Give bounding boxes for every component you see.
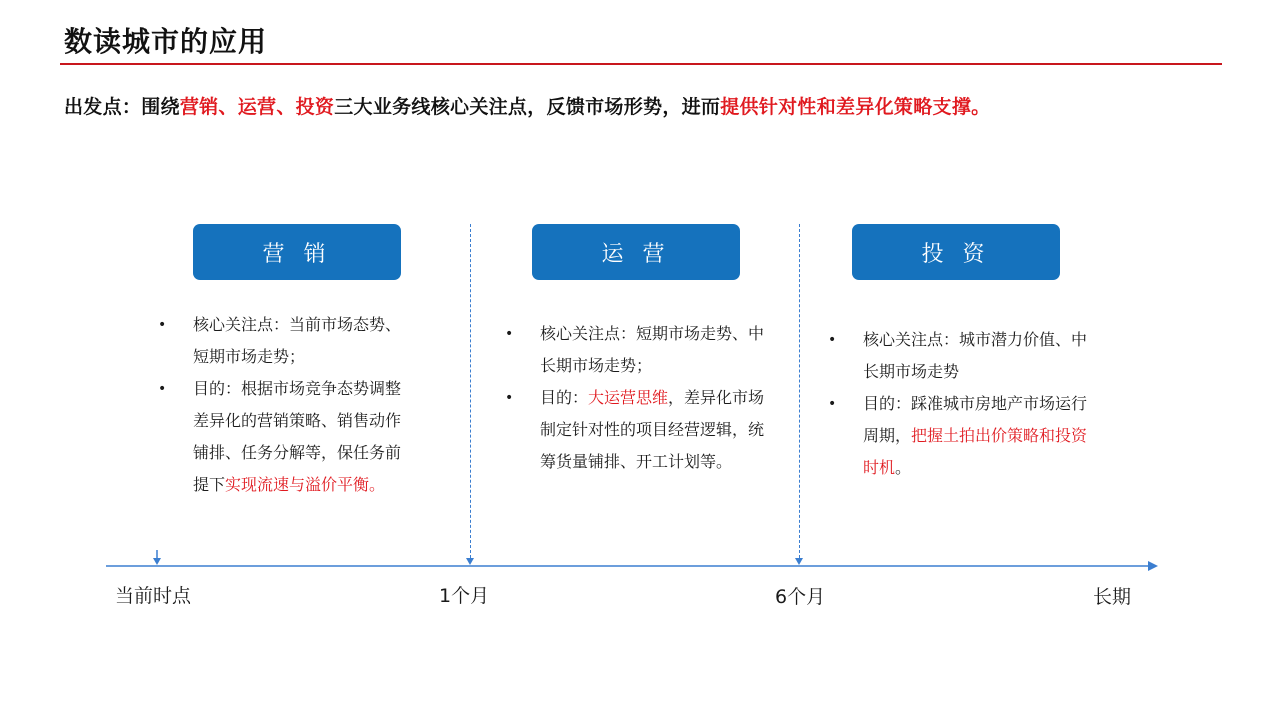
timeline-label-1-month: 1个月 — [439, 585, 490, 607]
operations-purpose-prefix: 目的： — [540, 388, 589, 407]
marketing-purpose-highlight: 实现流速与溢价平衡。 — [225, 475, 386, 494]
subtitle-goal: 提供针对性和差异化策略支撑。 — [720, 96, 991, 118]
tick-1-month-arrow-icon — [466, 558, 474, 565]
bullet-icon: • — [828, 332, 837, 348]
subtitle-prefix: 出发点：围绕 — [64, 96, 180, 118]
marketing-purpose-text: 目的：根据市场竞争态势调整差异化的营销策略、销售动作铺排、任务分解等，保任务前提下 — [193, 379, 402, 494]
subtitle-middle: 三大业务线核心关注点，反馈市场形势，进而 — [334, 96, 721, 118]
investment-purpose-text: 目的：踩准城市房地产市场运行周期， — [863, 394, 1088, 445]
pill-operations: 运 营 — [532, 224, 740, 280]
page-title: 数读城市的应用 — [64, 25, 268, 58]
tick-6-months-arrow-icon — [795, 558, 803, 565]
investment-focus-text: 核心关注点：城市潜力价值、中长期市场走势 — [863, 330, 1088, 381]
bullet-icon: • — [158, 317, 167, 333]
timeline-label-6-months: 6个月 — [775, 586, 826, 608]
marketing-focus-text: 核心关注点：当前市场态势、短期市场走势； — [193, 315, 402, 366]
timeline-label-now: 当前时点 — [115, 585, 192, 607]
operations-purpose-text: ，差异化市场制定针对性的项目经营逻辑，统筹货量铺排、开工计划等。 — [540, 388, 765, 471]
operations-focus-text: 核心关注点：短期市场走势、中长期市场走势； — [540, 324, 765, 375]
pill-marketing: 营 销 — [193, 224, 401, 280]
operations-purpose-highlight: 大运营思维 — [588, 388, 669, 407]
bullet-icon: • — [158, 381, 167, 397]
pill-investment: 投 资 — [852, 224, 1060, 280]
bullet-icon: • — [505, 390, 514, 406]
bullet-icon: • — [505, 326, 514, 342]
investment-purpose-highlight: 把握土拍出价策略和投资时机 — [863, 426, 1088, 477]
investment-purpose-end: 。 — [895, 458, 912, 477]
timeline-arrow-icon — [1148, 561, 1158, 571]
subtitle-focus: 营销、运营、投资 — [179, 96, 335, 118]
timeline-label-long-term: 长期 — [1093, 586, 1132, 608]
bullet-icon: • — [828, 396, 837, 412]
tick-now-arrow-icon — [153, 558, 161, 565]
